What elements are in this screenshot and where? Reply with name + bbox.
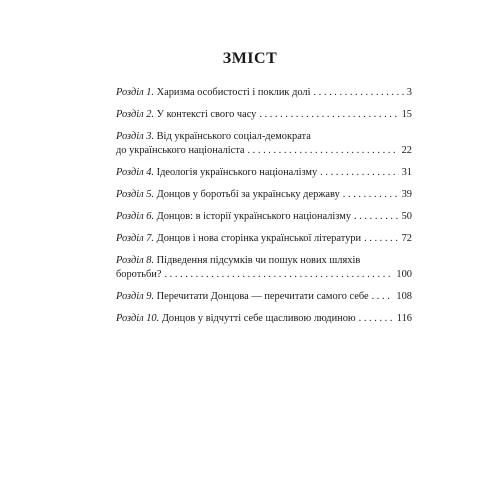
chapter-label: Розділ 8. xyxy=(116,255,155,266)
chapter-title: Перечитати Донцова — перечитати самого себе xyxy=(156,291,369,302)
dot-leader xyxy=(343,188,399,202)
chapter-label: Розділ 7. xyxy=(116,233,155,244)
toc-entry-9 xyxy=(116,290,412,304)
chapter-label: Розділ 2. xyxy=(116,109,155,120)
dot-leader xyxy=(164,268,393,282)
chapter-label: Розділ 6. xyxy=(116,211,155,222)
chapter-title: Донцов у боротьбі за українську державу xyxy=(156,189,340,200)
toc-entry-8 xyxy=(116,254,412,282)
chapter-label: Розділ 10. xyxy=(116,313,160,324)
page-title: ЗМІСТ xyxy=(222,50,278,67)
chapter-title: Донцов і нова сторінка української літератури xyxy=(156,233,362,244)
toc-entry-5 xyxy=(116,188,412,202)
dot-leader xyxy=(372,290,394,304)
page-number: 31 xyxy=(401,167,412,178)
toc-entry-2 xyxy=(116,108,412,122)
chapter-title: Харизма особистості і поклик долі xyxy=(156,87,311,98)
toc-entry-3 xyxy=(116,130,412,158)
chapter-title: Донцов у відчутті себе щасливою людиною xyxy=(161,313,356,324)
dot-leader xyxy=(359,312,394,326)
chapter-title-continued: боротьби? xyxy=(116,269,162,280)
page-number: 108 xyxy=(396,291,412,302)
chapter-label: Розділ 1. xyxy=(116,87,155,98)
page-number: 72 xyxy=(401,233,412,244)
dot-leader xyxy=(354,210,399,224)
dot-leader xyxy=(313,86,403,100)
dot-leader xyxy=(247,144,398,158)
chapter-title-continued: до українського націоналіста xyxy=(116,145,245,156)
page-number: 100 xyxy=(396,269,412,280)
chapter-label: Розділ 5. xyxy=(116,189,155,200)
dot-leader xyxy=(364,232,399,246)
chapter-label: Розділ 3. xyxy=(116,131,155,142)
page-number: 15 xyxy=(401,109,412,120)
chapter-title: Підведення підсумків чи пошук нових шляхів xyxy=(156,255,361,266)
chapter-title: Донцов: в історії українського націоналізму xyxy=(156,211,352,222)
chapter-title: У контексті свого часу xyxy=(156,109,257,120)
table-of-contents xyxy=(116,86,412,326)
dot-leader xyxy=(320,166,398,180)
page-number: 50 xyxy=(401,211,412,222)
chapter-title: Ідеологія українського націоналізму xyxy=(156,167,318,178)
toc-entry-10 xyxy=(116,312,412,326)
toc-entry-4 xyxy=(116,166,412,180)
page-number: 3 xyxy=(406,87,412,98)
dot-leader xyxy=(259,108,398,122)
page-number: 39 xyxy=(401,189,412,200)
toc-entry-1 xyxy=(116,86,412,100)
page-number: 116 xyxy=(396,313,412,324)
chapter-title: Від українського соціал-демократа xyxy=(156,131,311,142)
chapter-label: Розділ 9. xyxy=(116,291,155,302)
toc-entry-7 xyxy=(116,232,412,246)
chapter-label: Розділ 4. xyxy=(116,167,155,178)
page-number: 22 xyxy=(401,145,412,156)
toc-entry-6 xyxy=(116,210,412,224)
